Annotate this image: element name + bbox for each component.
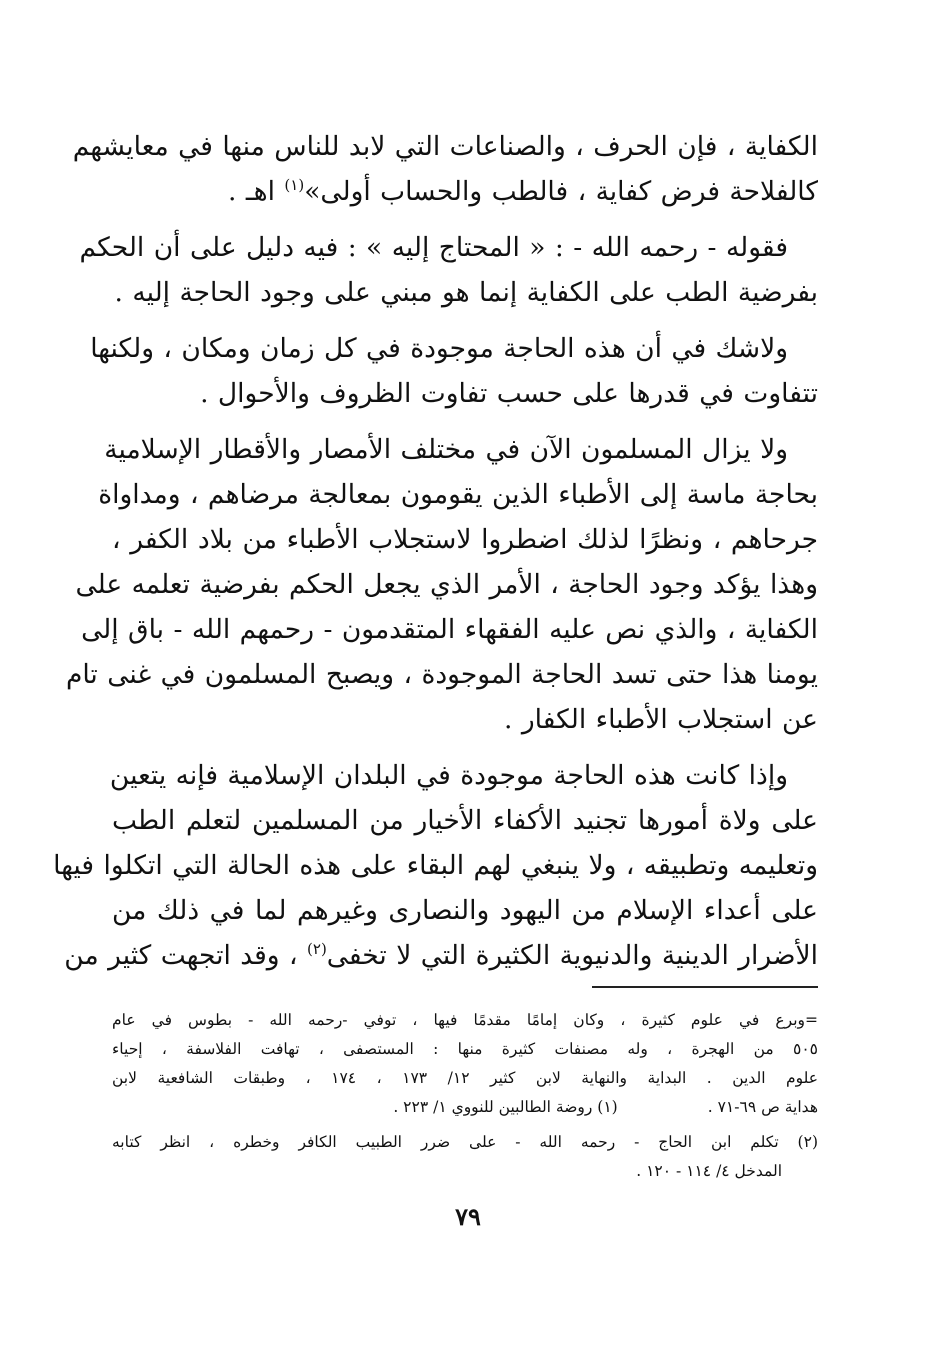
footnote-ref-1: (١) [284, 176, 305, 195]
text-line: وهذا يؤكد وجود الحاجة ، الأمر الذي يجعل الحكم بفرضية تعلمه على [75, 569, 818, 600]
text-line: يومنا هذا حتى تسد الحاجة الموجودة ، ويصبح المسلمون في غنى تام [65, 659, 818, 690]
footnote-fragment: هداية ص ٦٩-٧١ . [707, 1098, 818, 1116]
text-line: فقوله - رحمه الله - : « المحتاج إليه » : فيه دليل على أن الحكم [79, 232, 788, 263]
text-line: ولا يزال المسلمون الآن في مختلف الأمصار والأقطار الإسلامية [104, 434, 788, 465]
text-line: ولاشك في أن هذه الحاجة موجودة في كل زمان ومكان ، ولكنها [90, 333, 788, 364]
footnote-line: علوم الدين . البداية والنهاية لابن كثير ١٢/ ١٧٣ ، ١٧٤ ، وطبقات الشافعية لابن [112, 1069, 819, 1087]
footnote-line: ٥٠٥ من الهجرة ، وله مصنفات كثيرة منها : المستصفى ، تهافت الفلاسفة ، إحياء [112, 1040, 818, 1058]
text-line: على أعداء الإسلام من اليهود والنصارى وغيرهم لما في ذلك من [112, 895, 818, 926]
text-line: وتعليمه وتطبيقه ، ولا ينبغي لهم البقاء على هذه الحالة التي اتكلوا فيها [53, 850, 818, 881]
paragraph-4 [65, 427, 818, 742]
text-line: وإذا كانت هذه الحاجة موجودة في البلدان الإسلامية فإنه يتعين [109, 760, 788, 791]
footnote-ref-2: (٢) [307, 940, 327, 959]
footnote-line: =وبرع في علوم كثيرة ، وكان إمامًا مقدمًا فيها ، توفي -رحمه الله - بطوس في عام [112, 1011, 818, 1029]
text-line: بفرضية الطب على الكفاية إنما هو مبني على وجود الحاجة إليه . [114, 277, 818, 308]
text-line [112, 169, 818, 214]
text-line: على ولاة أمورها تجنيد الأكفاء الأخيار من المسلمين لتعلم الطب [112, 805, 818, 836]
paragraph-5 [53, 753, 818, 978]
text-fragment: الأضرار الدينية والدنيوية الكثيرة التي لا تخفى [326, 940, 818, 971]
text-fragment: كالفلاحة فرض كفاية ، فالطب والحساب أولى» [304, 176, 818, 207]
footnote-1: (١) روضة الطالبين للنووي ١/ ٢٢٣ . [393, 1098, 618, 1116]
page-number: ٧٩ [455, 1202, 481, 1231]
main-text [53, 124, 818, 989]
text-line [64, 933, 818, 978]
footnote-2: (٢) تكلم ابن الحاج - رحمه الله - على ضرر الطبيب الكافر وخطره ، انظر كتابه [112, 1133, 818, 1151]
paragraph-3 [90, 326, 818, 416]
footnote-line: المدخل ٤/ ١١٤ - ١٢٠ . [636, 1162, 782, 1180]
text-line: تتفاوت في قدرها على حسب تفاوت الظروف والأحوال . [200, 378, 818, 409]
text-line: عن استجلاب الأطباء الكفار . [504, 704, 818, 735]
text-line: الكفاية ، والذي نص عليه الفقهاء المتقدمون - رحمهم الله - باق إلى [81, 614, 818, 645]
text-line: الكفاية ، فإن الحرف ، والصناعات التي لابد للناس منها في معايشهم [72, 131, 818, 162]
text-fragment: اهـ . [228, 176, 285, 207]
text-line: جرحاهم ، ونظرًا لذلك اضطروا لاستجلاب الأطباء من بلاد الكفر ، [112, 524, 818, 555]
footnotes [112, 1006, 818, 1186]
paragraph-1 [72, 124, 818, 214]
text-fragment: ، وقد اتجهت كثير من [64, 940, 308, 971]
paragraph-2 [79, 225, 818, 315]
text-line: بحاجة ماسة إلى الأطباء الذين يقومون بمعالجة مرضاهم ، ومداواة [98, 479, 818, 510]
footnote-separator [592, 986, 818, 988]
footnote-line [112, 1093, 818, 1122]
